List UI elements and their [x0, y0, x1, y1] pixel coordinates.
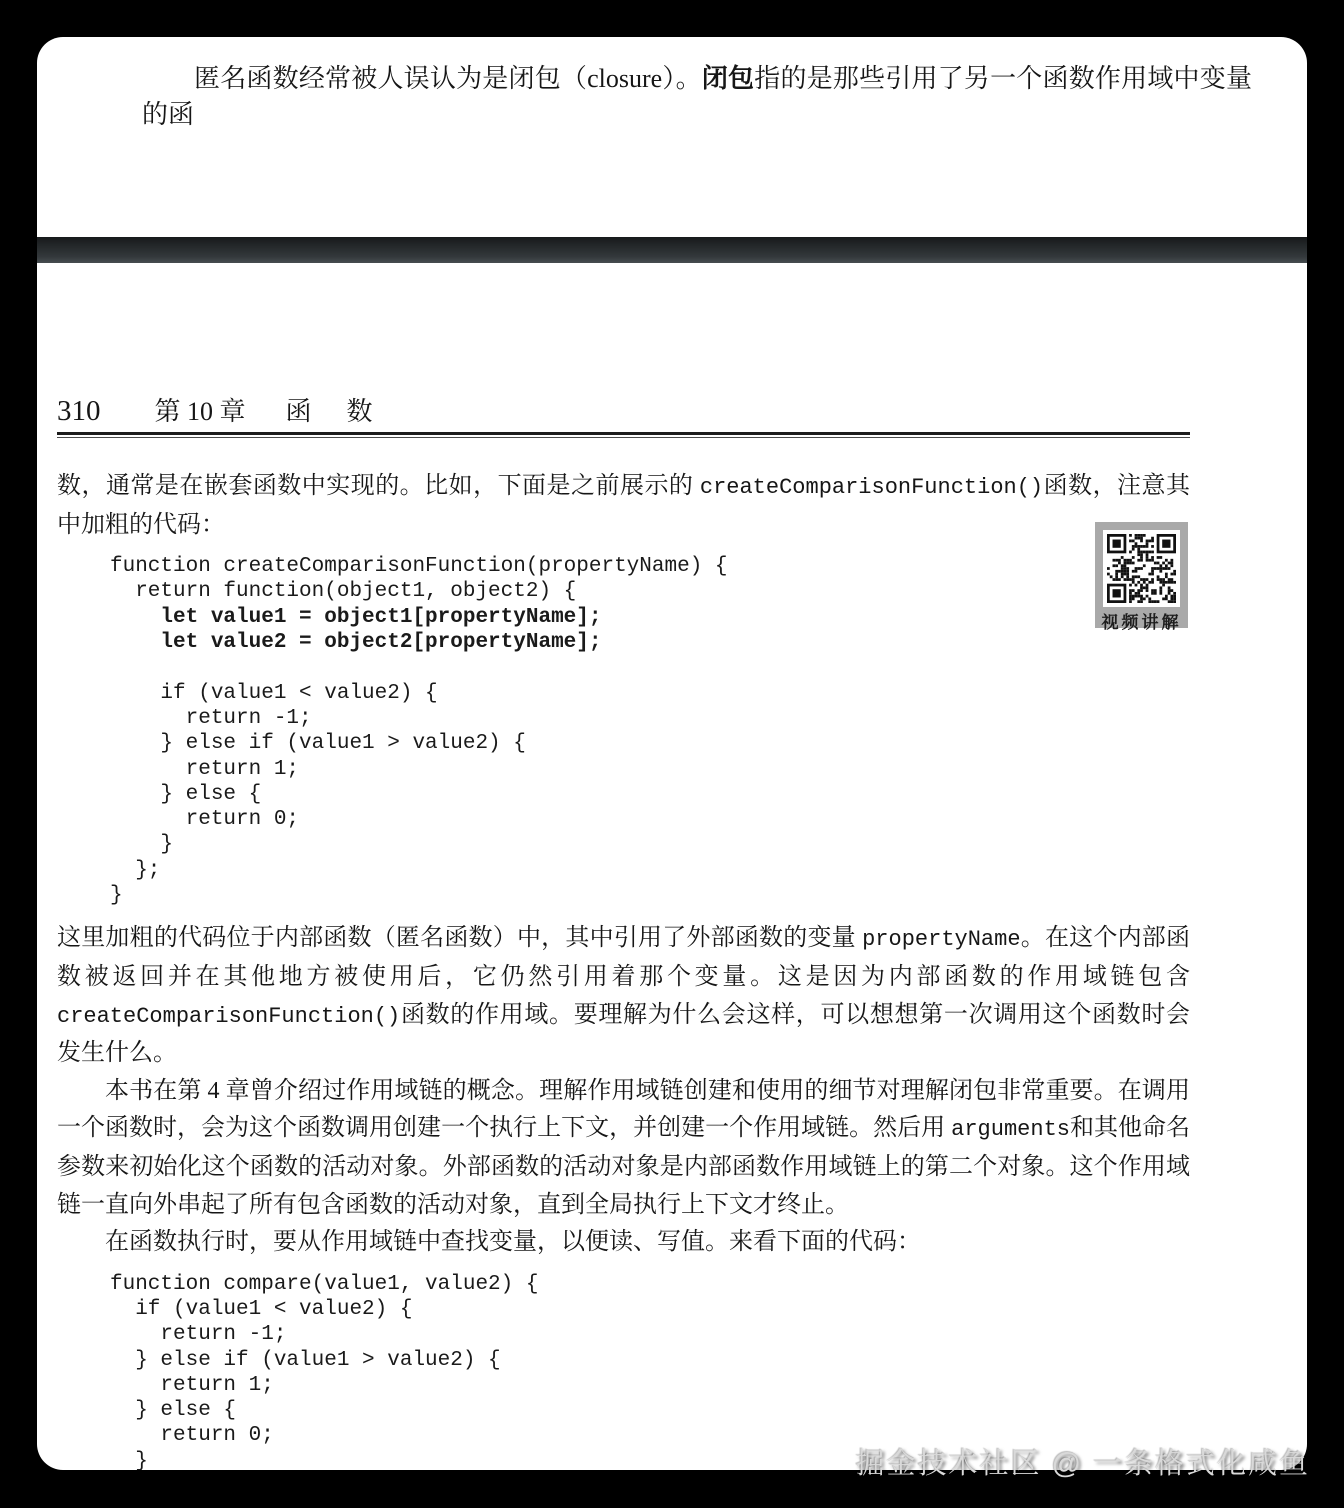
page-number: 310: [57, 395, 101, 427]
paragraph-4: 在函数执行时，要从作用域链中查找变量，以便读、写值。来看下面的代码：: [105, 1229, 921, 1256]
code-block-create-comparison-function: function createComparisonFunction(propertyName) { return function(object1, object2) { let value1 = object1[propertyName]; let value2 = object2[propertyName]; if (value1 < value2) { return -1; } else if (value1 > value2) { return 1; } else { return 0; } }; }: [110, 555, 728, 908]
book-page-sheet: [37, 37, 1307, 1470]
page-separator: [37, 237, 1307, 263]
previous-page-bottom: [37, 37, 1307, 237]
chapter-label: 第 10 章: [154, 397, 246, 426]
qr-code-icon: [1107, 534, 1176, 603]
video-qr-box: [1095, 522, 1188, 632]
video-qr-label: 视频讲解: [1101, 613, 1182, 632]
page-header: [57, 395, 1190, 428]
watermark: 掘金技术社区 @ 一条格式化咸鱼: [855, 1448, 1310, 1480]
paragraph-3: 本书在第 4 章曾介绍过作用域链的概念。理解作用域链创建和使用的细节对理解闭包非常重要。在调用一个函数时，会为这个函数调用创建一个执行上下文，并创建一个作用域链。然后用 arguments和其他命名参数来初始化这个函数的活动对象。外部函数的活动对象是内部函数作用域链上的第二个对象。这个作用域链一直向外串起了所有包含函数的活动对象，直到全局执行上下文才终止。: [57, 1077, 1191, 1218]
prev-page-paragraph: 匿名函数经常被人误认为是闭包（closure）。闭包指的是那些引用了另一个函数作用域中变量的函: [142, 64, 1252, 129]
paragraph-1: 数，通常是在嵌套函数中实现的。比如，下面是之前展示的 createComparisonFunction()函数，注意其中加粗的代码：: [57, 473, 1191, 538]
code-block-compare: function compare(value1, value2) { if (value1 < value2) { return -1; } else if (value1 > value2) { return 1; } else { return 0; }: [110, 1272, 539, 1470]
chapter-title: 函数: [285, 397, 408, 426]
qr-code-frame: [1103, 530, 1180, 607]
paragraph-2: 这里加粗的代码位于内部函数（匿名函数）中，其中引用了外部函数的变量 propertyName。在这个内部函数被返回并在其他地方被使用后，它仍然引用着那个变量。这是因为内部函数的作用域链包含createComparisonFunction()函数的作用域。要理解为什么会这样，可以想想第一次调用这个函数时会发生什么。: [57, 925, 1191, 1067]
header-rule: [57, 432, 1190, 438]
current-page: [37, 263, 1307, 1470]
